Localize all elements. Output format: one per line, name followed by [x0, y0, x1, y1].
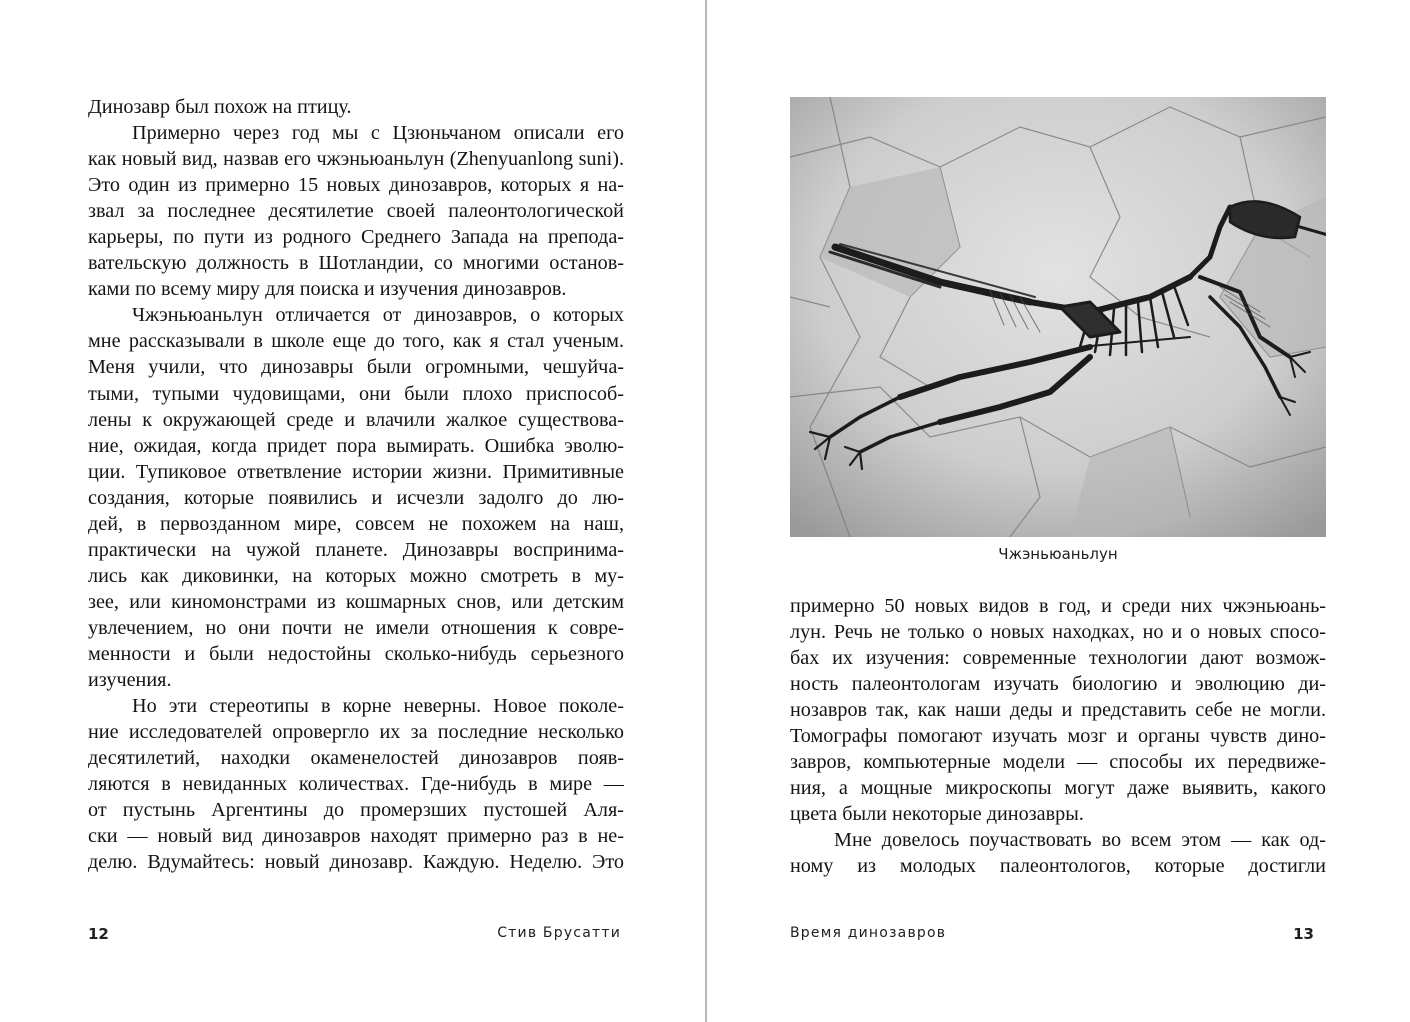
- left-page-body: [88, 94, 624, 875]
- text-line: тыми, тупыми чудовищами, они были плохо приспособ-: [88, 382, 624, 405]
- text-line: лун. Речь не только о новых находках, но и о новых спосо-: [790, 621, 1326, 644]
- text-line: делю. Вдумайтесь: новый динозавр. Каждую. Неделю. Это: [88, 851, 624, 874]
- text-line: вательскую должность в Шотландии, со многими останов-: [88, 252, 624, 275]
- text-line: ния, а мощные микроскопы могут даже выявить, какого: [790, 777, 1326, 800]
- text-line: изучения.: [88, 669, 172, 692]
- right-page-body: [790, 593, 1326, 880]
- figure-caption: Чжэньюаньлун: [998, 545, 1118, 563]
- text-line: дей, в первозданном мире, совсем не похожем на наш,: [88, 512, 624, 535]
- text-line: создания, которые появились и исчезли задолго до лю-: [88, 486, 624, 509]
- text-line: Чжэньюаньлун отличается от динозавров, о которых: [132, 304, 624, 327]
- text-line: Примерно через год мы с Цзюньчаном описали его: [132, 122, 624, 145]
- text-line: как новый вид, назвав его чжэньюаньлун (Zhenyuanlong suni).: [88, 148, 624, 171]
- text-line: карьеры, по пути из родного Среднего Запада на препода-: [88, 226, 624, 249]
- text-line: Но эти стереотипы в корне неверны. Новое поколе-: [132, 695, 624, 718]
- text-line: ции. Тупиковое ответвление истории жизни. Примитивные: [88, 460, 624, 483]
- text-line: увлечением, но они почти не имели отношения к совре-: [88, 616, 624, 639]
- running-head-title: Время динозавров: [790, 925, 947, 941]
- text-line: Томографы помогают изучать мозг и органы чувств дино-: [790, 725, 1326, 748]
- dinosaur-fossil-photo: [790, 97, 1326, 537]
- text-line: бах их изучения: современные технологии дают возмож-: [790, 647, 1326, 670]
- page-number-left: 12: [88, 925, 109, 943]
- right-page: [707, 0, 1410, 1022]
- text-line: ски — новый вид динозавров находят примерно раз в не-: [88, 825, 624, 848]
- text-line: ние исследователей опровергло их за последние несколько: [88, 721, 624, 744]
- text-line: звал за последнее десятилетие своей палеонтологической: [88, 200, 624, 223]
- text-line: цвета были некоторые динозавры.: [790, 803, 1084, 826]
- text-line: менности и были недостойны сколько-нибудь серьезного: [88, 642, 624, 665]
- text-line: лены к окружающей среде и влачили жалкое существова-: [88, 408, 624, 431]
- text-line: зее, или киномонстрами из кошмарных снов, или детским: [88, 590, 624, 613]
- text-line: ние, ожидая, когда придет пора вымирать. Ошибка эволю-: [88, 434, 624, 457]
- text-line: нозавров так, как наши деды и представить себе не могли.: [790, 699, 1326, 722]
- text-line: завров, компьютерные модели — способы их передвиже-: [790, 751, 1326, 774]
- text-line: ками по всему миру для поиска и изучения динозавров.: [88, 278, 567, 301]
- running-head-author: Стив Брусатти: [497, 925, 621, 941]
- text-line: ляются в невиданных количествах. Где-нибудь в мире —: [88, 773, 624, 796]
- text-line: ность палеонтологам изучать биологию и эволюцию ди-: [790, 673, 1326, 696]
- text-line: Мне довелось поучаствовать во всем этом — как од-: [834, 829, 1326, 852]
- text-line: примерно 50 новых видов в год, и среди них чжэньюань-: [790, 595, 1326, 617]
- text-line: ному из молодых палеонтологов, которые достигли: [790, 855, 1326, 878]
- page-number-right: 13: [1293, 925, 1314, 943]
- text-line: лись как диковинки, на которых можно смотреть в му-: [88, 564, 624, 587]
- text-line: Динозавр был похож на птицу.: [88, 96, 352, 118]
- text-line: Меня учили, что динозавры были огромными, чешуйча-: [88, 356, 624, 379]
- text-line: десятилетий, находки окаменелостей динозавров появ-: [88, 747, 624, 770]
- text-line: мне рассказывали в школе еще до того, как я стал ученым.: [88, 330, 624, 353]
- text-line: от пустынь Аргентины до промерзших пустошей Аля-: [88, 799, 624, 822]
- text-line: Это один из примерно 15 новых динозавров, которых я на-: [88, 174, 624, 197]
- text-line: практически на чужой планете. Динозавры воспринима-: [88, 538, 624, 561]
